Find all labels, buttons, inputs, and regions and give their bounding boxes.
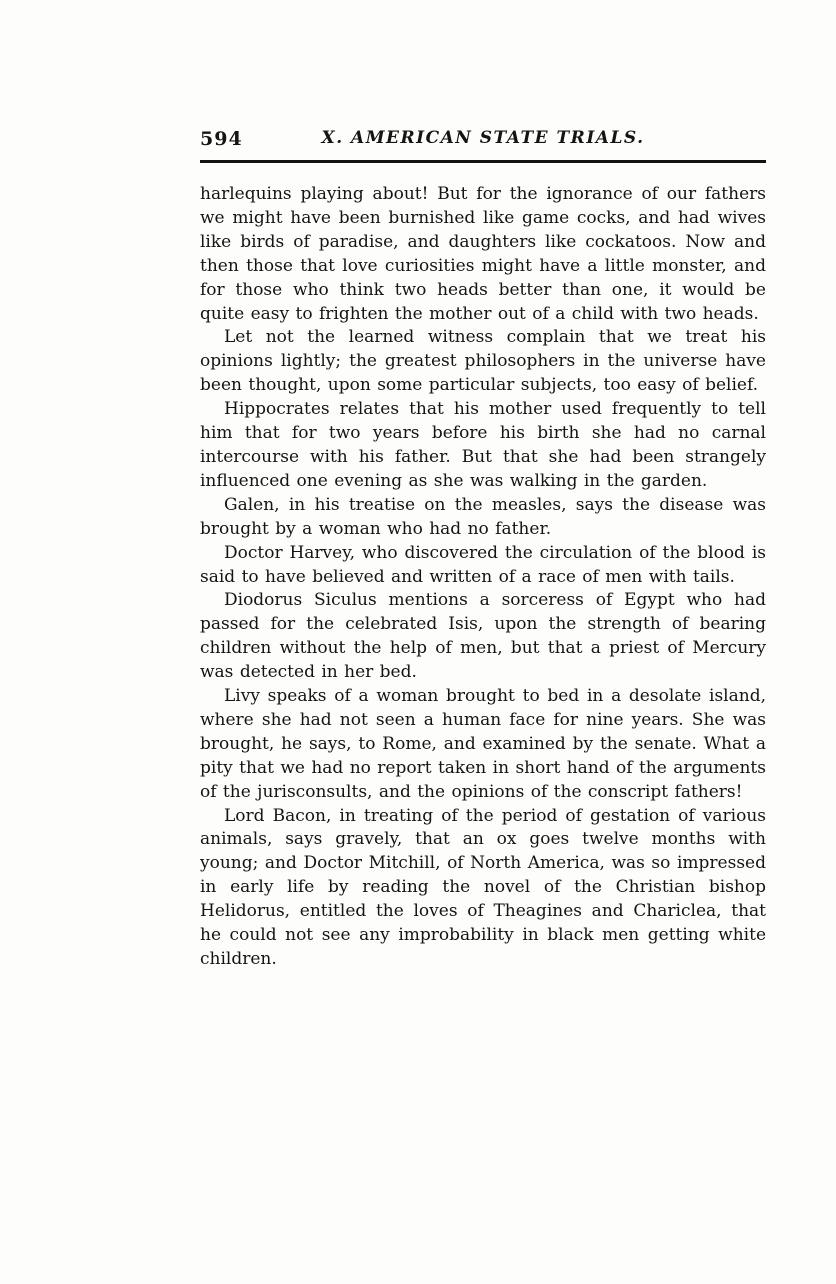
paragraph: harlequins playing about! But for the ignorance of our fathers we might have been burnished like game cocks, and had wives like birds of paradise, and daughters like cockatoos. Now and then those that love curiosities might have a little monster, and for those who think two heads better than one, it would be quite easy to frighten the mother out of a child with two heads. — [200, 184, 766, 324]
paragraph: Let not the learned witness complain that we treat his opinions lightly; the greatest philosophers in the universe have been thought, upon some particular subjects, too easy of belief. — [200, 327, 766, 396]
running-title: X. AMERICAN STATE TRIALS. — [321, 128, 645, 148]
paragraph: Doctor Harvey, who discovered the circulation of the blood is said to have believed and written of a race of men with tails. — [200, 542, 766, 587]
paragraph: Galen, in his treatise on the measles, says the disease was brought by a woman who had no father. — [200, 494, 766, 539]
page-header — [200, 128, 766, 154]
paragraph: Lord Bacon, in treating of the period of gestation of various animals, says gravely, that an ox goes twelve months with young; and Doctor Mitchill, of North America, was so impressed in early life by reading the novel of the Christian bishop Helidorus, entitled the loves of Theagines and Chariclea, that he could not see any improbability in black men getting white children. — [200, 805, 766, 969]
header-rule — [200, 160, 766, 163]
paragraph: Livy speaks of a woman brought to bed in a desolate island, where she had not seen a human face for nine years. She was brought, he says, to Rome, and examined by the senate. What a pity that we had no report taken in short hand of the arguments of the jurisconsults, and the opinions of the conscript fathers! — [200, 686, 766, 802]
text-block — [200, 128, 766, 972]
paragraph: Diodorus Siculus mentions a sorceress of Egypt who had passed for the celebrated Isis, upon the strength of bearing children without the help of men, but that a priest of Mercury was detected in her bed. — [200, 590, 766, 683]
paragraph: Hippocrates relates that his mother used frequently to tell him that for two years before his birth she had no carnal intercourse with his father. But that she had been strangely influenced one evening as she was walking in the garden. — [200, 399, 766, 491]
page-number: 594 — [200, 128, 243, 150]
page-body — [200, 183, 766, 972]
